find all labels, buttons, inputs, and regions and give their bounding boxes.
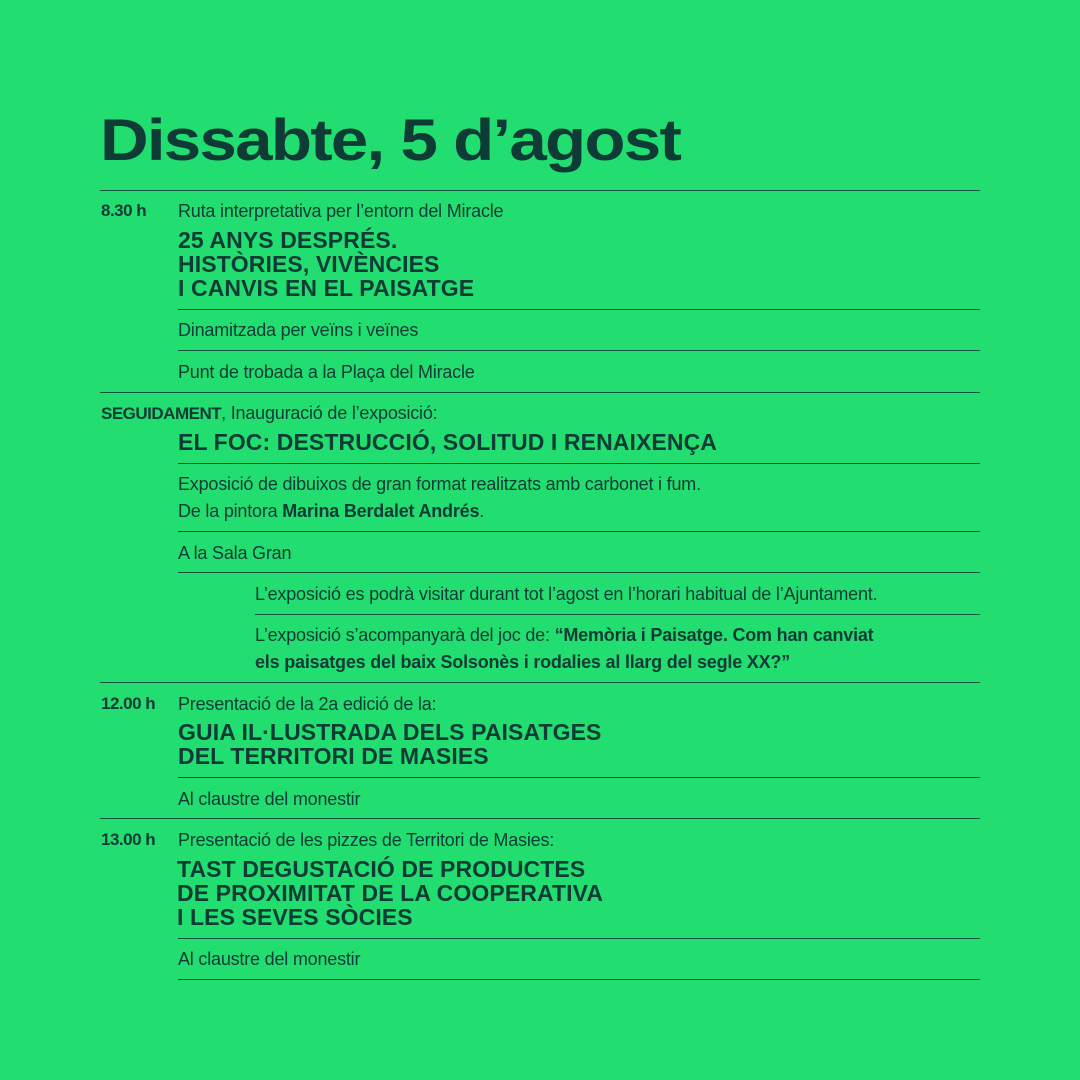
event-intro: Presentació de la 2a edició de la:	[178, 694, 437, 714]
divider	[178, 777, 980, 778]
artist-suffix: .	[479, 501, 485, 521]
divider	[100, 392, 980, 393]
event-intro: Ruta interpretativa per l’entorn del Miracle	[178, 201, 504, 221]
divider	[178, 979, 980, 980]
event-time: 12.00 h	[101, 694, 156, 713]
page-title: Dissabte, 5 d’agost	[100, 108, 681, 173]
divider	[178, 309, 980, 310]
divider	[100, 818, 980, 819]
event-headline	[178, 228, 474, 300]
event-headline	[177, 857, 603, 929]
headline-line: I LES SEVES SÒCIES	[177, 904, 413, 930]
exhibition-game-note	[255, 624, 873, 646]
headline-line: DEL TERRITORI DE MASIES	[178, 743, 489, 769]
event-headline	[178, 430, 717, 454]
event-location: A la Sala Gran	[178, 543, 292, 563]
artist-name: Marina Berdalet Andrés	[282, 501, 480, 521]
event-time: 13.00 h	[101, 830, 156, 849]
headline-line: 25 ANYS DESPRÉS.	[178, 227, 398, 253]
event-intro	[101, 402, 437, 425]
exhibition-description: Exposició de dibuixos de gran format realitzats amb carbonet i fum.	[178, 474, 701, 494]
headline-line: DE PROXIMITAT DE LA COOPERATIVA	[177, 880, 604, 906]
event-location: Al claustre del monestir	[178, 949, 361, 969]
game-title: “Memòria i Paisatge. Com han canviat	[554, 625, 874, 645]
divider	[178, 531, 980, 532]
event-intro-text: , Inauguració de l’exposició:	[221, 403, 438, 423]
exhibition-game-note-2	[255, 651, 790, 673]
event-lead: SEGUIDAMENT	[101, 404, 222, 423]
divider	[178, 350, 980, 351]
headline-line: EL FOC: DESTRUCCIÓ, SOLITUD I RENAIXENÇA	[178, 429, 717, 455]
event-detail: Punt de trobada a la Plaça del Miracle	[178, 362, 475, 382]
event-detail: Dinamitzada per veïns i veïnes	[178, 320, 419, 340]
divider	[178, 463, 980, 464]
headline-line: GUIA IL·LUSTRADA DELS PAISATGES	[178, 719, 602, 745]
event-intro: Presentació de les pizzes de Territori de Masies:	[178, 830, 555, 850]
artist-prefix: De la pintora	[178, 501, 283, 521]
game-prefix: L’exposició s’acompanyarà del joc de:	[255, 625, 555, 645]
divider	[100, 682, 980, 683]
event-headline	[178, 720, 602, 768]
event-time: 8.30 h	[101, 201, 147, 220]
event-location: Al claustre del monestir	[178, 789, 361, 809]
headline-line: HISTÒRIES, VIVÈNCIES	[178, 251, 440, 277]
divider	[178, 938, 980, 939]
divider	[178, 572, 980, 573]
game-title-2: els paisatges del baix Solsonès i rodalies al llarg del segle XX?”	[255, 652, 791, 672]
headline-line: I CANVIS EN EL PAISATGE	[178, 275, 475, 301]
exhibition-artist-line	[178, 500, 484, 522]
exhibition-note: L’exposició es podrà visitar durant tot l’agost en l’horari habitual de l’Ajuntament.	[255, 584, 878, 604]
divider	[255, 614, 980, 615]
divider	[100, 190, 980, 191]
headline-line: TAST DEGUSTACIÓ DE PRODUCTES	[177, 856, 586, 882]
